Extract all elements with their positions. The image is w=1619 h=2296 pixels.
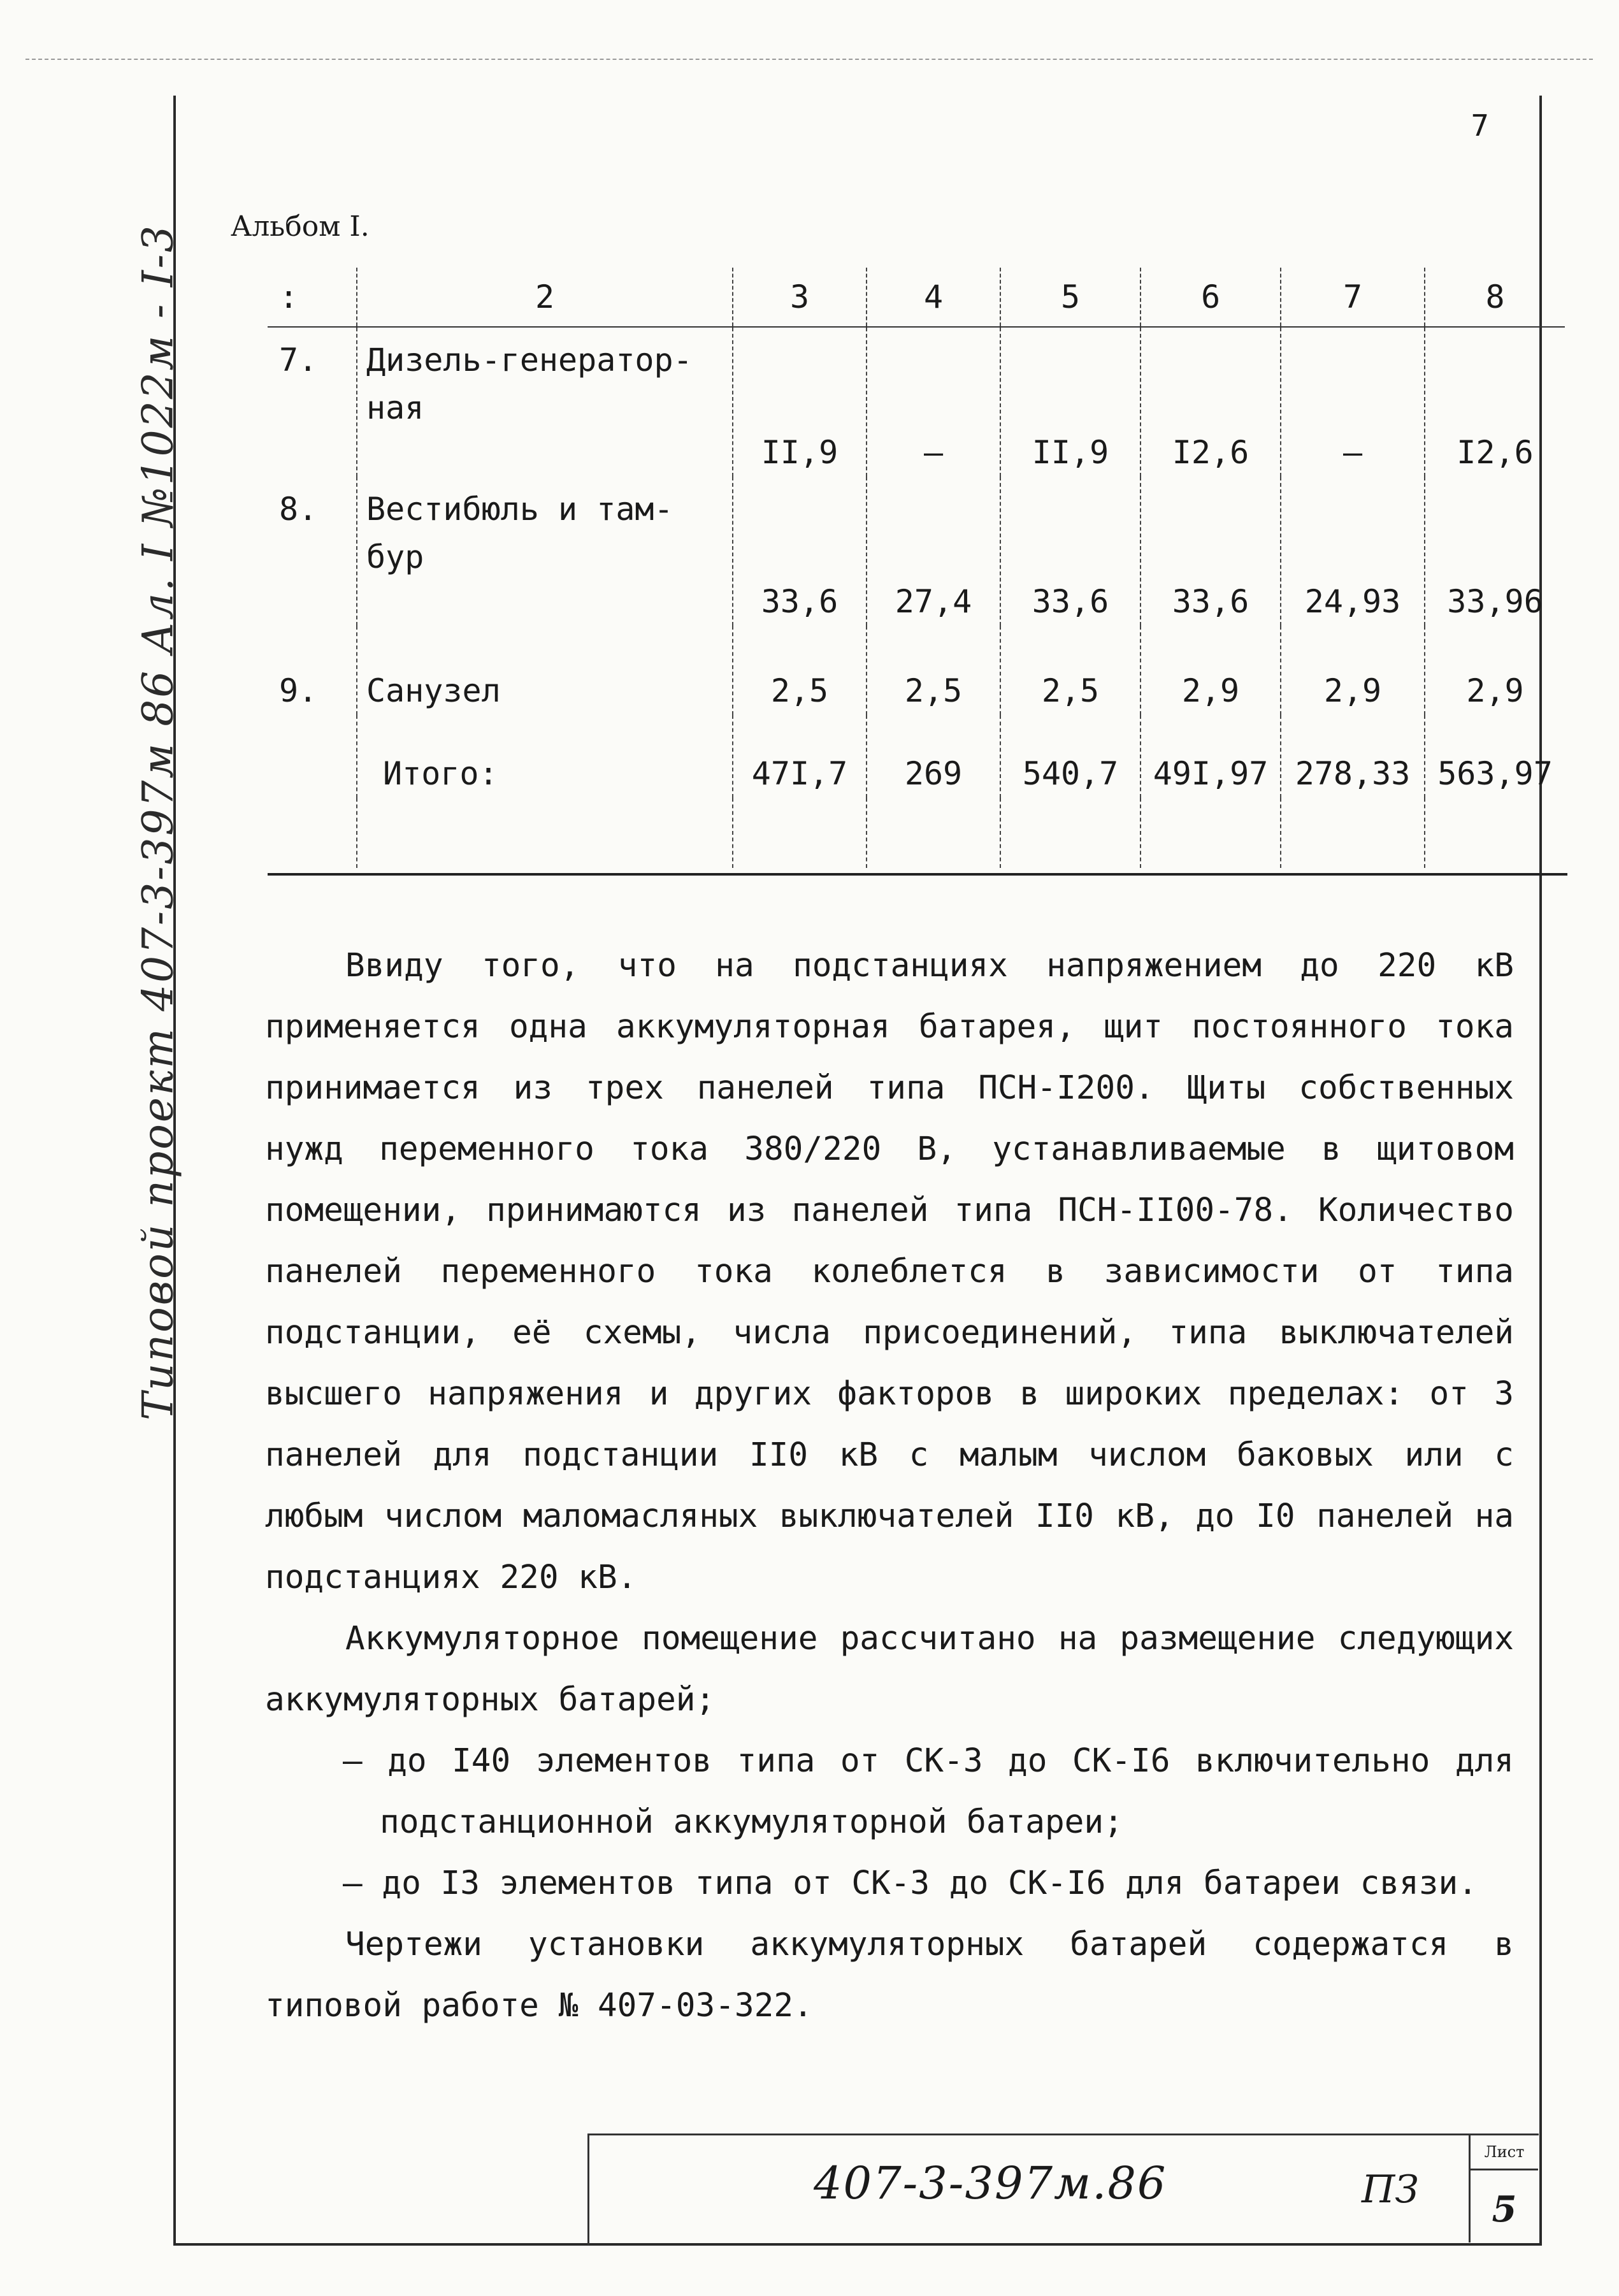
cell-value: 27,4 [867, 477, 1000, 626]
album-label: Альбом I. [231, 210, 370, 243]
list-item: – до I40 элементов типа от СК-3 до СК-I6 включительно для подстанционной аккумуляторной батареи; [343, 1742, 1514, 1841]
cell-value: I2,6 [1425, 327, 1565, 477]
page-number: 7 [1471, 108, 1490, 143]
section-code: ПЗ [1362, 2167, 1419, 2212]
cell-value: 33,6 [733, 477, 867, 626]
cell-value: – [1281, 327, 1425, 477]
row-name: Итого: [357, 715, 733, 798]
paragraph: Аккумуляторное помещение рассчитано на размещение следующих аккумуляторных батарей; [265, 1620, 1514, 1719]
table-header-cell: 3 [733, 268, 867, 327]
cell-value: 2,5 [867, 626, 1000, 715]
cell-value: 33,6 [1140, 477, 1281, 626]
cell-value: II,9 [1000, 327, 1140, 477]
cell-value: 2,5 [1000, 626, 1140, 715]
table-header-cell: 7 [1281, 268, 1425, 327]
sheet-box [1469, 2135, 1538, 2242]
paragraph: Чертежи установки аккумуляторных батарей содержатся в типовой работе № 407-03-322. [265, 1926, 1514, 2025]
table-header-cell: 4 [867, 268, 1000, 327]
cell-value: 47I,7 [733, 715, 867, 798]
sheet-number: 5 [1492, 2188, 1517, 2230]
table-empty-row [268, 798, 1565, 868]
cell-value: 278,33 [1281, 715, 1425, 798]
row-name: Вестибюль и там- бур [357, 477, 733, 626]
table-header-cell: 5 [1000, 268, 1140, 327]
table-total-row [268, 715, 1565, 798]
cell-value: I2,6 [1140, 327, 1281, 477]
paragraph: Ввиду того, что на подстанциях напряжением до 220 кВ применяется одна аккумуляторная батарея, щит постоянного тока принимается из трех панелей типа ПСН-I200. Щиты собственных нужд переменного тока 380/220 В, устанавливаемые в щитовом помещении, принимаются из панелей типа ПСН-II00-78. Количество панелей переменного тока колеблется в зависимости от типа подстанции, её схемы, числа присоединений, типа выключателей высшего напряжения и других факторов в широких пределах: от 3 панелей для подстанции II0 кВ с малым числом баковых или с любым числом маломасляных выключателей II0 кВ, до I0 панелей на подстанциях 220 кВ. [265, 947, 1514, 1596]
cell-value: 540,7 [1000, 715, 1140, 798]
cell-value: 49I,97 [1140, 715, 1281, 798]
row-number: 7. [279, 342, 318, 379]
top-edge-line [25, 59, 1593, 60]
row-number [268, 715, 357, 798]
table-row [268, 477, 1565, 626]
table-row [268, 327, 1565, 477]
body-text [265, 935, 1514, 2037]
data-table [268, 268, 1565, 868]
cell-value: 2,9 [1281, 626, 1425, 715]
row-name: Санузел [357, 626, 733, 715]
title-block [587, 2134, 1539, 2245]
table-header-cell: 2 [357, 268, 733, 327]
cell-value: 2,5 [733, 626, 867, 715]
table-header-cell: : [268, 268, 357, 327]
row-number: 8. [279, 491, 318, 528]
cell-value: 33,6 [1000, 477, 1140, 626]
sheet-label: Лист [1471, 2135, 1538, 2170]
row-number: 9. [279, 672, 318, 709]
table-header-cell: 6 [1140, 268, 1281, 327]
document-code: 407-3-397м.86 [814, 2157, 1167, 2209]
cell-value: 24,93 [1281, 477, 1425, 626]
cell-value: – [867, 327, 1000, 477]
row-name: Дизель-генератор- ная [357, 327, 733, 477]
table-header-row [268, 268, 1565, 327]
cell-value: 2,9 [1140, 626, 1281, 715]
cell-value: II,9 [733, 327, 867, 477]
cell-value: 2,9 [1425, 626, 1565, 715]
cell-value: 33,96 [1425, 477, 1565, 626]
cell-value: 269 [867, 715, 1000, 798]
table-bottom-rule [268, 873, 1567, 876]
cell-value: 563,97 [1425, 715, 1565, 798]
table-header-cell: 8 [1425, 268, 1565, 327]
list-item: – до I3 элементов типа от СК-3 до СК-I6 для батареи связи. [343, 1865, 1478, 1902]
side-stamp: Типовой проект 407-3-397м 86 Ал. I №1022м - I-3 [133, 224, 183, 1420]
table-row [268, 626, 1565, 715]
